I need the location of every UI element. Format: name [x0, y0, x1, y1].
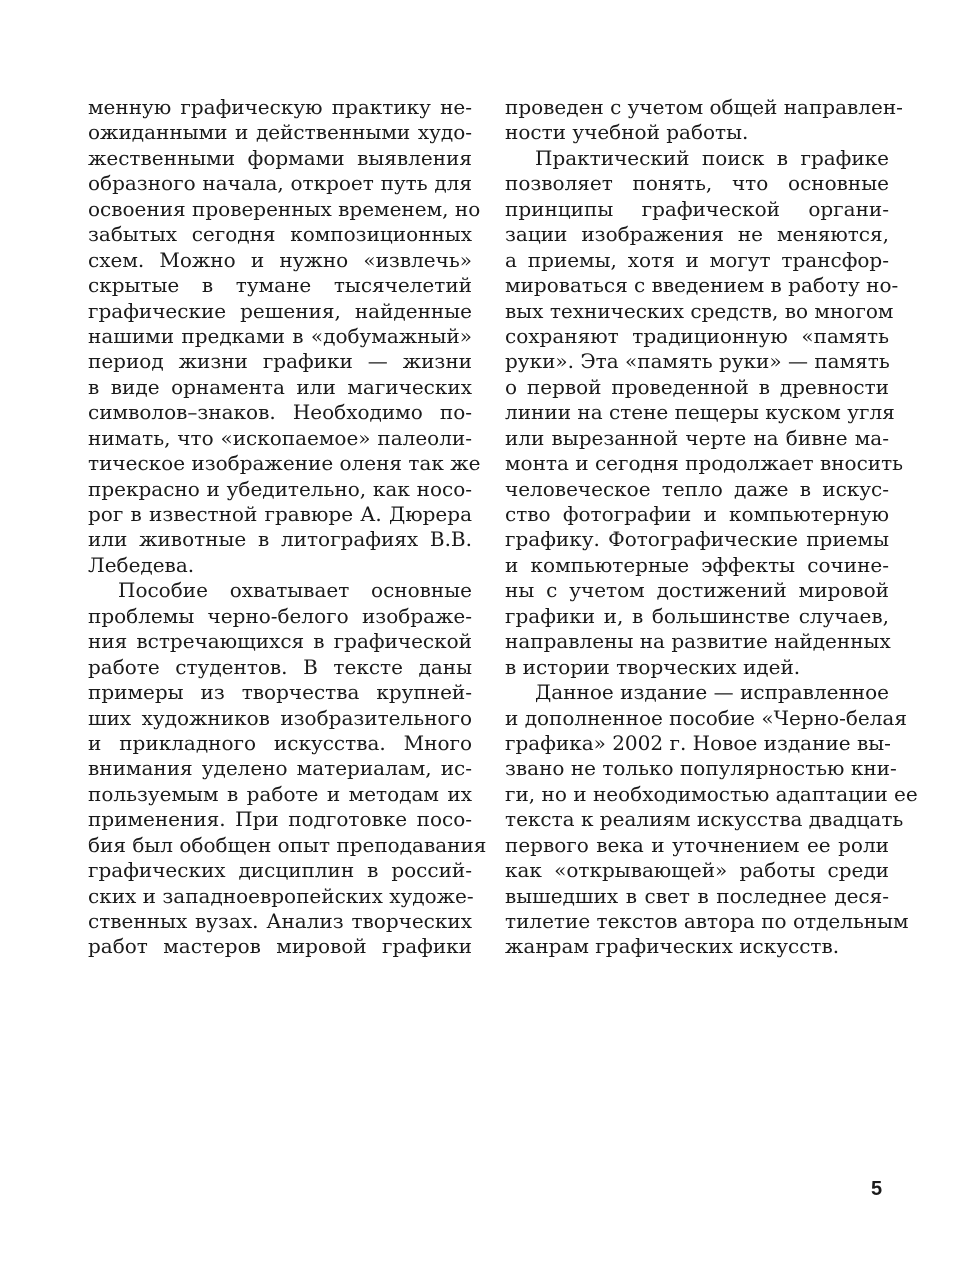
- text-line: человеческое тепло даже в искус-: [505, 476, 889, 501]
- text-line: образного начала, откроет путь для: [88, 171, 472, 196]
- text-line: скрытые в тумане тысячелетий: [88, 273, 472, 298]
- text-line: Лебедева.: [88, 552, 195, 577]
- text-line: графику. Фотографические приемы: [505, 527, 889, 552]
- text-line: вых технических средств, во многом: [505, 298, 894, 323]
- text-line: и прикладного искусства. Много: [88, 730, 472, 755]
- text-line: или вырезанной черте на бивне ма-: [505, 425, 889, 450]
- text-line: нимать, что «ископаемое» палеоли-: [88, 425, 472, 450]
- text-line: пользуемым в работе и методам их: [88, 781, 472, 806]
- text-line: первого века и уточнением ее роли: [505, 832, 889, 857]
- text-line: позволяет понять, что основные: [505, 171, 889, 196]
- text-line: сохраняют традиционную «память: [505, 323, 889, 348]
- paragraph-start-line: Данное издание — исправленное: [535, 680, 889, 705]
- text-line: ших художников изобразительного: [88, 705, 472, 730]
- text-line: и дополненное пособие «Черно-белая: [505, 705, 907, 730]
- text-line: графики и, в большинстве случаев,: [505, 603, 889, 628]
- text-line: тическое изображение оленя так же: [88, 451, 481, 476]
- text-line: период жизни графики — жизни: [88, 349, 472, 374]
- text-line: работ мастеров мировой графики: [88, 934, 472, 959]
- text-line: или животные в литографиях В.В.: [88, 527, 472, 552]
- text-line: жанрам графических искусств.: [505, 934, 840, 959]
- text-line: линии на стене пещеры куском угля: [505, 400, 895, 425]
- text-line: ственных вузах. Анализ творческих: [88, 909, 472, 933]
- text-line: руки». Эта «память руки» — память: [505, 349, 890, 374]
- text-line: примеры из творчества крупней-: [88, 680, 472, 705]
- text-line: звано не только популярностью кни-: [505, 756, 897, 781]
- page-number: 5: [871, 1178, 883, 1200]
- text-line: забытых сегодня композиционных: [88, 222, 472, 247]
- text-line: проведен с учетом общей направлен-: [505, 95, 903, 119]
- text-line: графика» 2002 г. Новое издание вы-: [505, 730, 891, 755]
- text-line: монта и сегодня продолжает вносить: [505, 451, 904, 476]
- text-line: ских и западноевропейских художе-: [88, 883, 474, 908]
- paragraph-start-line: Пособие охватывает основные: [118, 578, 472, 603]
- left-text-column: [88, 95, 487, 960]
- text-line: направлены на развитие найденных: [505, 629, 891, 654]
- text-line: схем. Можно и нужно «извлечь»: [88, 247, 472, 272]
- text-line: рог в известной гравюре А. Дюрера: [88, 502, 472, 526]
- text-line: графических дисциплин в россий-: [88, 858, 472, 883]
- text-line: символов–знаков. Необходимо по-: [88, 400, 472, 425]
- text-line: вышедших в свет в последнее деся-: [505, 883, 889, 908]
- text-line: ство фотографии и компьютерную: [505, 502, 889, 526]
- text-line: жественными формами выявления: [88, 145, 472, 170]
- text-line: прекрасно и убедительно, как носо-: [88, 476, 472, 501]
- text-line: менную графическую практику не-: [88, 95, 472, 119]
- text-line: нашими предками в «добумажный»: [88, 323, 472, 348]
- text-line: и компьютерные эффекты сочине-: [505, 552, 889, 577]
- text-line: принципы графической органи-: [505, 196, 889, 221]
- text-line: ны с учетом достижений мировой: [505, 578, 889, 603]
- text-line: проблемы черно-белого изображе-: [88, 603, 472, 628]
- text-line: применения. При подготовке посо-: [88, 807, 472, 832]
- text-line: ожиданными и действенными худо-: [88, 120, 472, 145]
- paragraph-start-line: Практический поиск в графике: [535, 145, 889, 170]
- text-line: графические решения, найденные: [88, 298, 472, 323]
- text-line: тилетие текстов автора по отдельным: [505, 909, 909, 933]
- text-line: текста к реалиям искусства двадцать: [505, 807, 904, 832]
- text-line: зации изображения не меняются,: [505, 222, 889, 247]
- text-line: в виде орнамента или магических: [88, 374, 472, 399]
- text-line: внимания уделено материалам, ис-: [88, 756, 472, 781]
- text-line: освоения проверенных временем, но: [88, 196, 481, 221]
- text-line: в истории творческих идей.: [505, 654, 801, 679]
- text-line: а приемы, хотя и могут трансфор-: [505, 247, 889, 272]
- text-line: как «открывающей» работы среди: [505, 858, 889, 883]
- text-line: бия был обобщен опыт преподавания: [88, 832, 487, 857]
- text-line: работе студентов. В тексте даны: [88, 654, 472, 679]
- text-line: мироваться с введением в работу но-: [505, 273, 899, 298]
- text-line: ния встречающихся в графической: [88, 629, 472, 654]
- text-line: о первой проведенной в древности: [505, 374, 889, 399]
- right-text-column: [505, 95, 918, 960]
- text-line: ги, но и необходимостью адаптации ее: [505, 781, 918, 806]
- text-line: ности учебной работы.: [505, 120, 749, 145]
